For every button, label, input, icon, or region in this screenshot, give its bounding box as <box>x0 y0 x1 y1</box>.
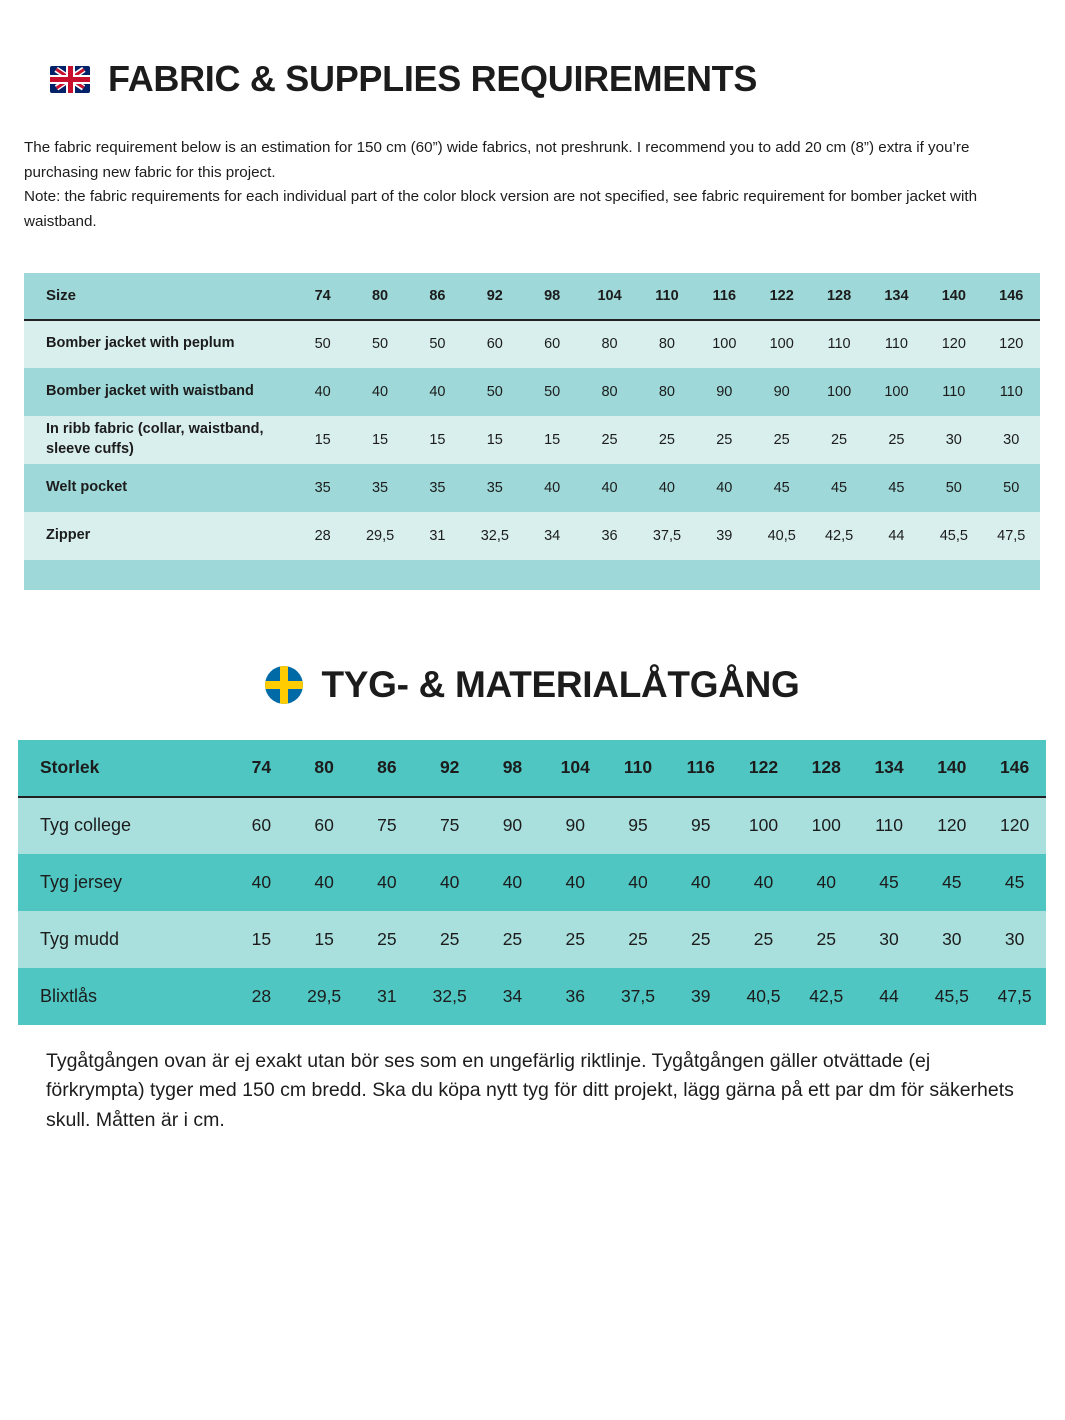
swedish-cell: 40 <box>691 871 711 892</box>
english-header-size-104: 104 <box>581 273 638 320</box>
swedish-cell: 25 <box>439 928 460 949</box>
english-cell: 110 <box>999 383 1023 400</box>
swedish-cell: 95 <box>628 815 648 835</box>
english-header-size-116: 116 <box>696 273 753 320</box>
swedish-header-size-92: 92 <box>418 740 481 797</box>
english-cell: 47,5 <box>997 527 1026 544</box>
swedish-cell: 28 <box>251 985 272 1006</box>
swedish-row-label: Tyg jersey <box>40 871 123 892</box>
swedish-header-size-98: 98 <box>481 740 544 797</box>
english-cell: 25 <box>888 431 905 448</box>
english-cell: 37,5 <box>652 527 682 544</box>
english-cell: 25 <box>716 431 733 448</box>
swedish-cell: 15 <box>314 928 334 949</box>
english-cell: 30 <box>945 431 962 448</box>
english-cell: 80 <box>658 336 675 352</box>
sweden-flag-icon <box>265 666 303 704</box>
swedish-cell: 90 <box>502 815 523 835</box>
english-cell: 50 <box>544 383 561 400</box>
english-header-size-146: 146 <box>983 273 1041 320</box>
swedish-cell: 40 <box>314 871 334 892</box>
english-cell: 35 <box>429 479 446 496</box>
english-fabric-table <box>24 273 1040 560</box>
swedish-cell: 25 <box>565 928 585 949</box>
swedish-cell: 100 <box>811 815 841 835</box>
table-row <box>18 911 1046 968</box>
english-cell: 40 <box>658 479 675 496</box>
swedish-cell: 42,5 <box>809 985 844 1006</box>
swedish-page-title: TYG- & MATERIALÅTGÅNG <box>321 663 800 705</box>
swedish-cell: 75 <box>377 815 397 835</box>
swedish-note <box>46 1047 1021 1136</box>
swedish-cell: 45,5 <box>934 985 969 1006</box>
english-cell: 100 <box>769 336 794 352</box>
english-cell: 100 <box>884 383 909 400</box>
swedish-cell: 40 <box>251 871 272 892</box>
english-header-size-98: 98 <box>524 273 581 320</box>
english-table-head <box>24 273 1040 320</box>
swedish-cell: 39 <box>691 985 711 1006</box>
english-cell: 25 <box>601 431 618 448</box>
english-table-container <box>24 273 1040 590</box>
swedish-cell: 45 <box>1004 871 1025 892</box>
english-cell: 15 <box>429 431 446 448</box>
swedish-fabric-table <box>18 740 1046 1025</box>
swedish-header-size-128: 128 <box>795 740 858 797</box>
uk-flag-icon <box>50 66 90 93</box>
english-cell: 40,5 <box>767 527 796 544</box>
english-cell: 30 <box>1003 431 1020 448</box>
swedish-section-header <box>0 664 1065 706</box>
swedish-cell: 25 <box>691 928 711 949</box>
english-cell: 50 <box>371 336 389 352</box>
english-cell: 28 <box>314 527 331 544</box>
swedish-cell: 40 <box>628 871 648 892</box>
swedish-cell: 120 <box>999 815 1030 835</box>
english-cell: 100 <box>826 383 852 400</box>
swedish-cell: 75 <box>439 815 460 835</box>
english-cell: 42,5 <box>824 527 854 544</box>
english-header-size-134: 134 <box>868 273 925 320</box>
english-cell: 60 <box>544 336 561 352</box>
swedish-cell: 25 <box>816 928 836 949</box>
english-cell: 45 <box>888 479 905 496</box>
english-page-title: FABRIC & SUPPLIES REQUIREMENTS <box>108 58 758 99</box>
english-cell: 40 <box>544 479 561 496</box>
english-header-size-140: 140 <box>925 273 982 320</box>
english-header-size-86: 86 <box>409 273 466 320</box>
swedish-cell: 32,5 <box>432 985 467 1006</box>
swedish-cell: 110 <box>875 815 903 835</box>
english-cell: 50 <box>486 383 503 400</box>
english-section-header <box>0 0 1065 100</box>
swedish-cell: 29,5 <box>307 985 342 1006</box>
english-cell: 15 <box>371 431 389 448</box>
swedish-header-storlek: Storlek <box>18 740 230 797</box>
swedish-cell: 40,5 <box>746 985 781 1006</box>
swedish-cell: 90 <box>565 815 585 835</box>
english-row-label: Bomber jacket with peplum <box>46 335 235 352</box>
english-cell: 35 <box>314 479 331 496</box>
english-cell: 80 <box>658 383 675 400</box>
english-header-size-110: 110 <box>638 273 695 320</box>
english-cell: 36 <box>601 527 618 544</box>
swedish-cell: 31 <box>377 985 397 1006</box>
swedish-header-size-116: 116 <box>669 740 732 797</box>
swedish-cell: 25 <box>377 928 397 949</box>
english-header-size-80: 80 <box>351 273 408 320</box>
swedish-header-size-80: 80 <box>293 740 356 797</box>
english-header-size-128: 128 <box>810 273 867 320</box>
english-cell: 100 <box>712 336 737 352</box>
english-cell: 32,5 <box>480 527 509 544</box>
english-header-size-74: 74 <box>294 273 351 320</box>
english-cell: 120 <box>999 336 1024 352</box>
english-cell: 15 <box>544 431 561 448</box>
swedish-cell: 40 <box>439 871 460 892</box>
swedish-cell: 25 <box>502 928 523 949</box>
swedish-header-size-74: 74 <box>230 740 293 797</box>
english-cell: 90 <box>773 383 790 400</box>
swedish-header-size-146: 146 <box>983 740 1046 797</box>
english-cell: 40 <box>429 383 446 400</box>
swedish-cell: 30 <box>1004 928 1025 949</box>
swedish-cell: 60 <box>314 815 334 835</box>
swedish-table-body <box>18 797 1046 1025</box>
swedish-cell: 40 <box>565 871 585 892</box>
swedish-table-container <box>18 740 1046 1025</box>
english-cell: 34 <box>544 527 561 544</box>
english-cell: 15 <box>314 431 331 448</box>
english-header-size-122: 122 <box>753 273 810 320</box>
english-note-line-2: Note: the fabric requirements for each individual part of the color block version are not specified, see fabric requirement for bomber jacket with waistband. <box>24 188 978 230</box>
swedish-cell: 34 <box>502 985 523 1006</box>
swedish-cell: 100 <box>748 815 779 835</box>
swedish-header-size-122: 122 <box>732 740 795 797</box>
swedish-cell: 120 <box>937 815 967 835</box>
table-row <box>24 512 1040 560</box>
english-header-size: Size <box>24 273 294 320</box>
swedish-header-size-86: 86 <box>356 740 419 797</box>
english-cell: 35 <box>371 479 389 496</box>
english-cell: 50 <box>945 479 962 496</box>
english-row-label: Welt pocket <box>46 478 128 495</box>
english-cell: 44 <box>888 527 905 544</box>
swedish-cell: 25 <box>753 928 774 949</box>
english-row-label: In ribb fabric (collar, waistband, sleeve cuffs) <box>46 420 264 457</box>
english-cell: 60 <box>486 336 503 352</box>
english-cell: 15 <box>486 431 503 448</box>
english-cell: 40 <box>314 383 331 400</box>
swedish-header-size-134: 134 <box>858 740 921 797</box>
swedish-cell: 36 <box>565 985 585 1006</box>
english-cell: 40 <box>716 479 733 496</box>
english-cell: 50 <box>1003 479 1020 496</box>
english-cell: 25 <box>773 431 790 448</box>
table-row <box>18 968 1046 1025</box>
swedish-cell: 40 <box>816 871 836 892</box>
swedish-table-header-row <box>18 740 1046 797</box>
english-cell: 80 <box>601 336 618 352</box>
english-cell: 40 <box>601 479 618 496</box>
swedish-header-size-110: 110 <box>607 740 670 797</box>
english-cell: 45 <box>830 479 848 496</box>
swedish-cell: 60 <box>251 815 272 835</box>
english-cell: 35 <box>486 479 503 496</box>
table-row <box>24 464 1040 512</box>
swedish-table-head <box>18 740 1046 797</box>
swedish-cell: 40 <box>502 871 523 892</box>
swedish-cell: 44 <box>879 985 899 1006</box>
english-cell: 45 <box>773 479 790 496</box>
english-cell: 25 <box>830 431 848 448</box>
swedish-cell: 37,5 <box>620 985 655 1006</box>
english-cell: 31 <box>429 527 446 544</box>
english-table-header-row <box>24 273 1040 320</box>
table-row <box>24 416 1040 464</box>
table-row <box>24 320 1040 368</box>
swedish-cell: 25 <box>628 928 648 949</box>
swedish-cell: 40 <box>377 871 397 892</box>
english-cell: 110 <box>827 336 851 352</box>
swedish-row-label: Blixtlås <box>40 985 98 1006</box>
english-cell: 29,5 <box>365 527 395 544</box>
swedish-row-label: Tyg mudd <box>40 928 120 949</box>
swedish-cell: 47,5 <box>997 985 1032 1006</box>
table-row <box>18 854 1046 911</box>
swedish-cell: 30 <box>942 928 962 949</box>
swedish-cell: 45 <box>942 871 962 892</box>
english-cell: 50 <box>429 336 446 352</box>
swedish-header-size-104: 104 <box>544 740 607 797</box>
english-cell: 25 <box>658 431 675 448</box>
swedish-cell: 15 <box>251 928 272 949</box>
swedish-cell: 40 <box>753 871 774 892</box>
english-note <box>24 136 1034 235</box>
swedish-note-text: Tygåtgången ovan är ej exakt utan bör ses som en ungefärlig riktlinje. Tygåtgången gäller otvättade (ej förkrympta) tyger med 150 cm bredd. Ska du köpa nytt tyg för ditt projekt, lägg gärna på ett par dm för säkerhets skull. Måtten är i cm. <box>46 1049 1014 1131</box>
english-cell: 110 <box>942 383 966 400</box>
swedish-cell: 30 <box>879 928 899 949</box>
english-cell: 90 <box>716 383 733 400</box>
english-cell: 40 <box>371 383 389 400</box>
english-header-size-92: 92 <box>466 273 523 320</box>
english-cell: 45,5 <box>939 527 968 544</box>
swedish-row-label: Tyg college <box>40 815 132 835</box>
english-table-body <box>24 320 1040 560</box>
english-cell: 120 <box>941 336 966 352</box>
english-row-label: Zipper <box>46 526 91 543</box>
swedish-cell: 95 <box>691 815 711 835</box>
swedish-cell: 45 <box>879 871 899 892</box>
table-row <box>18 797 1046 854</box>
english-row-label: Bomber jacket with waistband <box>46 382 254 399</box>
english-note-line-1: The fabric requirement below is an estimation for 150 cm (60”) wide fabrics, not preshrunk. I recommend you to add 20 cm (8”) extra if you’re purchasing new fabric for this project. <box>24 139 970 181</box>
english-cell: 39 <box>716 527 733 544</box>
table-row <box>24 368 1040 416</box>
english-cell: 50 <box>314 336 331 352</box>
english-cell: 80 <box>601 383 618 400</box>
english-cell: 110 <box>884 336 908 352</box>
swedish-header-size-140: 140 <box>920 740 983 797</box>
